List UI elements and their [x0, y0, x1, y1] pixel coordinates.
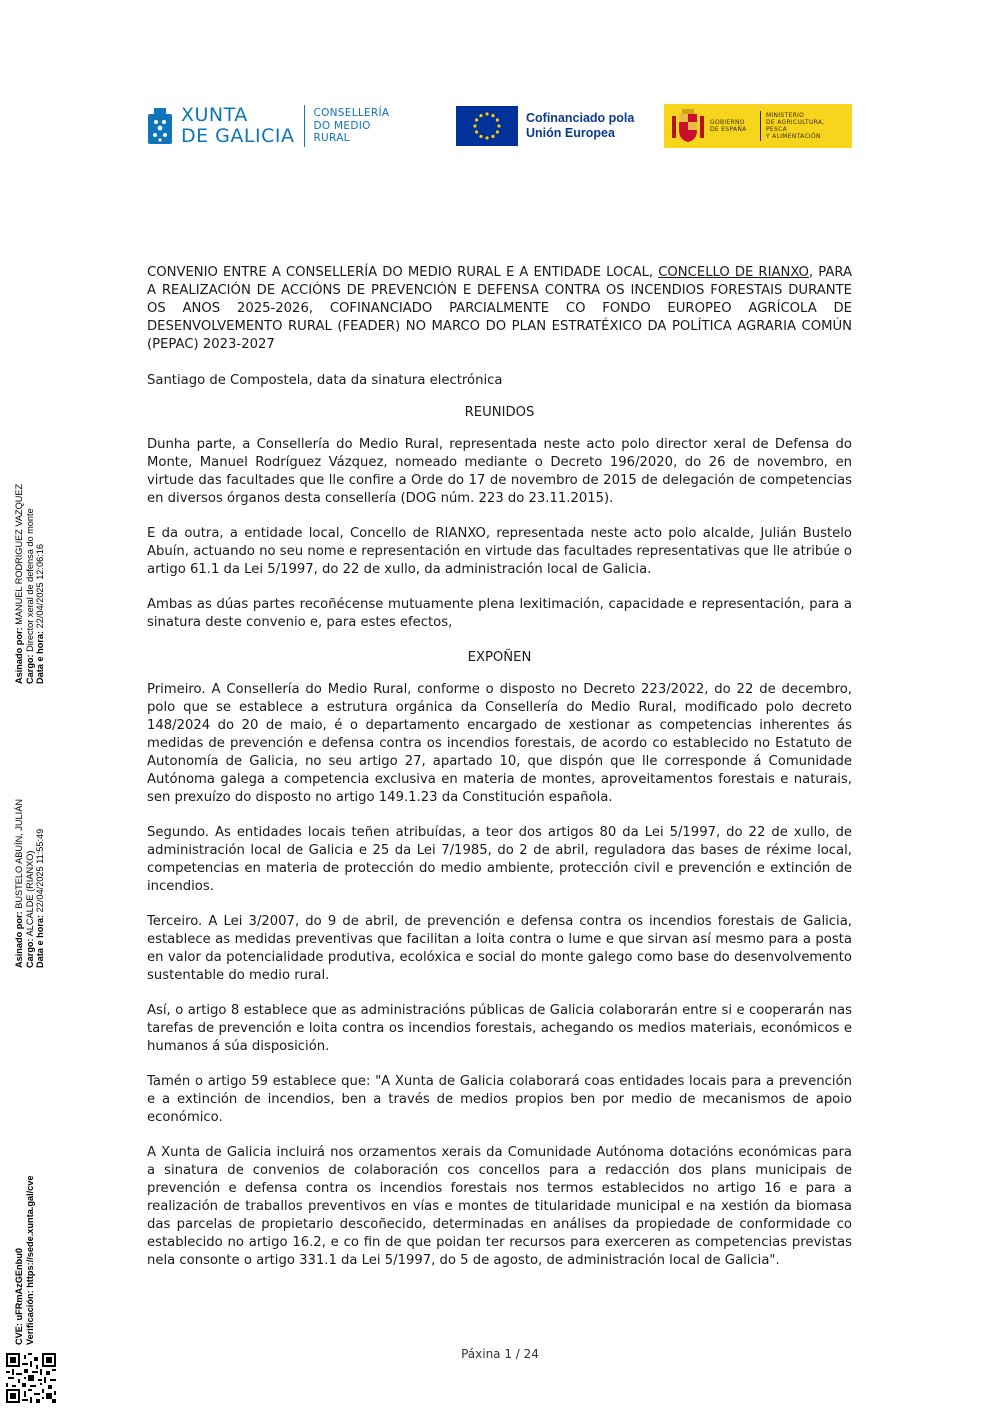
sig1-value3: 22/04/2025 12:06:16: [35, 544, 45, 631]
sig2-label1: Asinado por:: [14, 911, 24, 968]
gobierno-ministerio-logo: [664, 104, 852, 148]
paragraph-terceiro: Terceiro. A Lei 3/2007, do 9 de abril, de prevención e defensa contra os incendios forestais de Galicia, establece as medidas preventivas que facilitan a loita contra o lume e que sirvan así mesmo para a posta en valor da potencialidade produtiva, ecolóxica e social do monte galego como base do desenvolvemento sustentable do medio rural.: [147, 914, 852, 983]
min-line2: DE AGRICULTURA, PESCA: [766, 119, 825, 133]
sig2-value2: ALCALDE (RIANXO): [24, 850, 35, 939]
sig1-value2: Director xeral de defensa do monte: [24, 508, 35, 655]
title-concello: CONCELLO DE RIANXO: [658, 265, 809, 280]
document-title: [147, 264, 852, 354]
eu-line2: Unión Europea: [526, 126, 615, 140]
sig1-label3: Data e hora:: [35, 630, 45, 684]
ministerio-text: [766, 112, 846, 140]
logo-divider: [304, 105, 305, 147]
paragraph-ambas: Ambas as dúas partes recoñécense mutuamente plena lexitimación, capacidade e representación, para a sinatura deste convenio e, para estes efectos,: [147, 597, 852, 630]
verification-url[interactable]: https://sede.xunta.gal/cve: [24, 1175, 35, 1291]
cve-verification-block: [14, 1175, 35, 1345]
sig2-value3: 22/04/2025 11:55:49: [35, 828, 45, 915]
title-part1: CONVENIO ENTRE A CONSELLERÍA DO MEDIO RURAL E A ENTIDADE LOCAL,: [147, 265, 659, 280]
sig2-value1: BUSTELO ABUÍN, JULIÁN: [14, 799, 24, 912]
department-name: [313, 107, 389, 145]
paragraph-asi: Así, o artigo 8 establece que as administracións públicas de Galicia colaborarán entre si e cooperarán nas tarefas de prevención e loita contra os incendios forestais, achegando os medios materiais, económicos e humanos á súa disposición.: [147, 1003, 852, 1054]
gobierno-text: [710, 119, 755, 133]
signature-block-alcalde: [14, 799, 46, 968]
paragraph-a-xunta: A Xunta de Galicia incluirá nos orzamentos xerais da Comunidade Autónoma dotacións económicas para a sinatura de convenios de colaboración cos concellos para a redacción dos plans municipais de prevención e defensa contra os incendios forestais nos termos establecidos no artigo 16 e para a realización de traballos preventivos en vías e montes de titularidade municipal e na xestión da biomasa das parcelas de propietario descoñecido, determinadas en análises da propiedade de conformidade co establecido no artigo 16.2, e co fin de que poidan ter recursos para exerceren as competencias previstas nela consonte o artigo 331.1 da Lei 5/1997, do 5 de agosto, de administración local de Galicia".: [147, 1145, 852, 1268]
gob-line1: GOBIERNO: [710, 119, 745, 126]
dept-line2: DO MEDIO: [313, 119, 371, 132]
gob-line2: DE ESPAÑA: [710, 126, 747, 133]
paragraph-da-outra: E da outra, a entidade local, Concello de RIANXO, representada neste acto polo alcalde, Julián Bustelo Abuín, actuando no seu nome e representación en virtude das facultades representativas que lle atribúe o artigo 61.1 da Lei 5/1997, do 22 de xullo, da administración local de Galicia.: [147, 526, 852, 577]
place-date: Santiago de Compostela, data da sinatura electrónica: [147, 373, 503, 388]
cve-label: CVE:: [14, 1323, 24, 1345]
heading-exponen: EXPOÑEN: [467, 650, 532, 665]
heading-reunidos: REUNIDOS: [464, 405, 535, 420]
sig1-value1: MANUEL RODRIGUEZ VAZQUEZ: [14, 483, 24, 628]
min-line1: MINISTERIO: [766, 112, 805, 119]
paragraph-segundo: Segundo. As entidades locais teñen atribuídas, a teor dos artigos 80 da Lei 5/1997, do 22 de xullo, de administración local de Galicia e 25 da Lei 7/1985, do 2 de abril, reguladora das bases de réxime local, competencias en materia de protección do medio ambiente, protección civil e prevención e extinción de incendios.: [147, 825, 852, 894]
signature-block-director: [14, 484, 46, 684]
document-body: [147, 264, 852, 1287]
xunta-logo: [147, 104, 389, 148]
eu-line1: Cofinanciado pola: [526, 111, 635, 125]
paragraph-tamen: Tamén o artigo 59 establece que: "A Xunta de Galicia colaborará coas entidades locais para a prevención e a extinción de incendios, ben a través de medios propios ben por medio de mecanismos de apoio económico.: [147, 1074, 852, 1125]
page-header: [147, 100, 852, 152]
verification-label: Verificación:: [24, 1290, 35, 1345]
xunta-name-line2: DE GALICIA: [181, 125, 295, 147]
xunta-name-line1: XUNTA: [181, 104, 248, 126]
eu-flag-icon: [456, 106, 518, 146]
sig2-label3: Data e hora:: [35, 914, 45, 968]
sig2-label2: Cargo:: [24, 938, 35, 968]
sig1-label1: Asinado por:: [14, 627, 24, 684]
dept-line3: RURAL: [313, 132, 350, 145]
qr-code-icon: [6, 1353, 56, 1403]
sig1-label2: Cargo:: [24, 654, 35, 684]
dept-line1: CONSELLERÍA: [313, 107, 390, 120]
page-number: Páxina 1 / 24: [461, 1347, 539, 1361]
galicia-crest-icon: [147, 106, 173, 146]
min-line3: Y ALIMENTACIÓN: [766, 133, 821, 140]
paragraph-primeiro: Primeiro. A Consellería do Medio Rural, conforme o disposto no Decreto 223/2022, do 22 de decembro, polo que se establece a estrutura orgánica da Consellería do Medio Rural, modificado polo decreto 148/2024 do 20 de maio, é o departamento encargado de xestionar as competencias inherentes ás medidas de prevención e defensa contra os incendios forestais, de acordo co establecido no Estatuto de Autonomía de Galicia, no seu artigo 27, apartado 10, que dispón que lle corresponde á Comunidade Autónoma galega a competencia exclusiva en materia de montes, aproveitamentos forestais e naturais, sen prexuízo do disposto no artigo 149.1.23 da Constitución española.: [147, 682, 852, 805]
gob-divider: [760, 111, 761, 141]
spain-coat-of-arms-icon: [670, 108, 706, 144]
paragraph-dunha-parte: Dunha parte, a Consellería do Medio Rural, representada neste acto polo director xeral de Defensa do Monte, Manuel Rodríguez Vázquez, nomeado mediante o Decreto 196/2020, do 26 de novembro, en virtude das facultades que lle confire a Orde do 17 de novembro de 2015 de delegación de competencias en diversos órganos desta consellería (DOG núm. 223 do 23.11.2015).: [147, 437, 852, 506]
cve-value: uFRmAzGEnbu0: [14, 1248, 24, 1324]
eu-cofinancing-logo: [456, 106, 634, 146]
title-part2: , PARA A REALIZACIÓN DE ACCIÓNS DE PREVENCIÓN E DEFENSA CONTRA OS INCENDIOS FORESTAIS DURANTE OS ANOS 2025-2026, COFINANCIADO PARCIALMENTE CO FONDO EUROPEO AGRÍCOLA DE DESENVOLVEMENTO RURAL (FEADER) NO MARCO DO PLAN ESTRATÉXICO DA POLÍTICA AGRARIA COMÚN (PEPAC) 2023-2027: [147, 265, 852, 352]
